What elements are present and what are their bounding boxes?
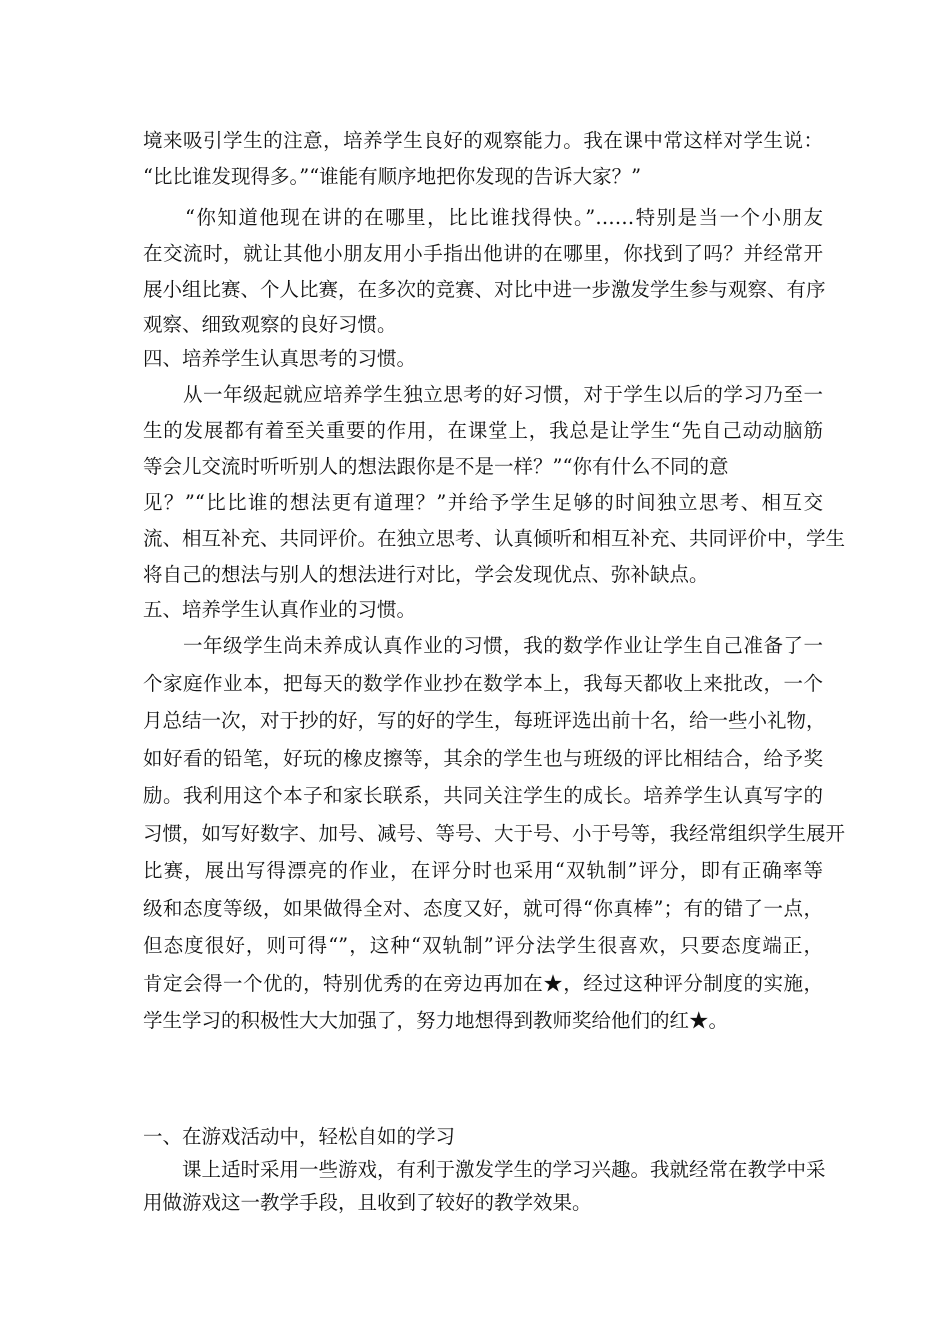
- text-line: “你知道他现在讲的在哪里，比比谁找得快。”……特别是当一个小朋友: [143, 206, 823, 229]
- text-line: 月总结一次，对于抄的好，写的好的学生，每班评选出前十名，给一些小礼物，: [143, 709, 826, 732]
- text-line: 境来吸引学生的注意，培养学生良好的观察能力。我在课中常这样对学生说：: [143, 129, 823, 152]
- text-line: 级和态度等级，如果做得全对、态度又好，就可得“你真棒”；有的错了一点，: [143, 897, 823, 920]
- text-line: 如好看的铅笔，好玩的橡皮擦等，其余的学生也与班级的评比相结合，给予奖: [143, 747, 823, 770]
- text-line: 一年级学生尚未养成认真作业的习惯，我的数学作业让学生自己准备了一: [143, 634, 823, 657]
- text-line: 将自己的想法与别人的想法进行对比，学会发现优点、弥补缺点。: [143, 563, 709, 586]
- section-heading: 五、培养学生认真作业的习惯。: [143, 598, 417, 621]
- text-line: 观察、细致观察的良好习惯。: [143, 313, 397, 336]
- text-line: 肯定会得一个优的，特别优秀的在旁边再加在★，经过这种评分制度的实施，: [143, 972, 823, 995]
- text-line: 比赛，展出写得漂亮的作业，在评分时也采用“双轨制”评分，即有正确率等: [143, 859, 823, 882]
- text-line: 从一年级起就应培养学生独立思考的好习惯，对于学生以后的学习乃至一: [143, 383, 823, 406]
- text-line: “比比谁发现得多。”“谁能有顺序地把你发现的告诉大家？”: [143, 165, 642, 188]
- section-heading: 一、在游戏活动中，轻松自如的学习: [143, 1125, 456, 1148]
- text-line: 励。我利用这个本子和家长联系，共同关注学生的成长。培养学生认真写字的: [143, 784, 823, 807]
- text-line: 在交流时，就让其他小朋友用小手指出他讲的在哪里，你找到了吗？并经常开: [143, 242, 823, 265]
- text-line: 等会儿交流时听听别人的想法跟你是不是一样？”“你有什么不同的意: [143, 455, 729, 478]
- text-line: 但态度很好，则可得“”，这种“双轨制”评分法学生很喜欢，只要态度端正，: [143, 934, 823, 957]
- text-line: 课上适时采用一些游戏，有利于激发学生的学习兴趣。我就经常在教学中采: [143, 1158, 826, 1181]
- text-line: 个家庭作业本，把每天的数学作业抄在数学本上，我每天都收上来批改，一个: [143, 672, 823, 695]
- text-line: 习惯，如写好数字、加号、减号、等号、大于号、小于号等，我经常组织学生展开: [143, 822, 846, 845]
- text-line: 用做游戏这一教学手段，且收到了较好的教学效果。: [143, 1191, 592, 1214]
- text-line: 展小组比赛、个人比赛，在多次的竞赛、对比中进一步激发学生参与观察、有序: [143, 278, 826, 301]
- text-line: 流、相互补充、共同评价。在独立思考、认真倾听和相互补充、共同评价中，学生: [143, 527, 846, 550]
- text-line: 学生学习的积极性大大加强了，努力地想得到教师奖给他们的红★。: [143, 1009, 729, 1032]
- section-heading: 四、培养学生认真思考的习惯。: [143, 347, 417, 370]
- text-line: 生的发展都有着至关重要的作用，在课堂上，我总是让学生“先自己动动脑筋: [143, 419, 823, 442]
- text-line: 见？”“比比谁的想法更有道理？”并给予学生足够的时间独立思考、相互交: [143, 491, 823, 514]
